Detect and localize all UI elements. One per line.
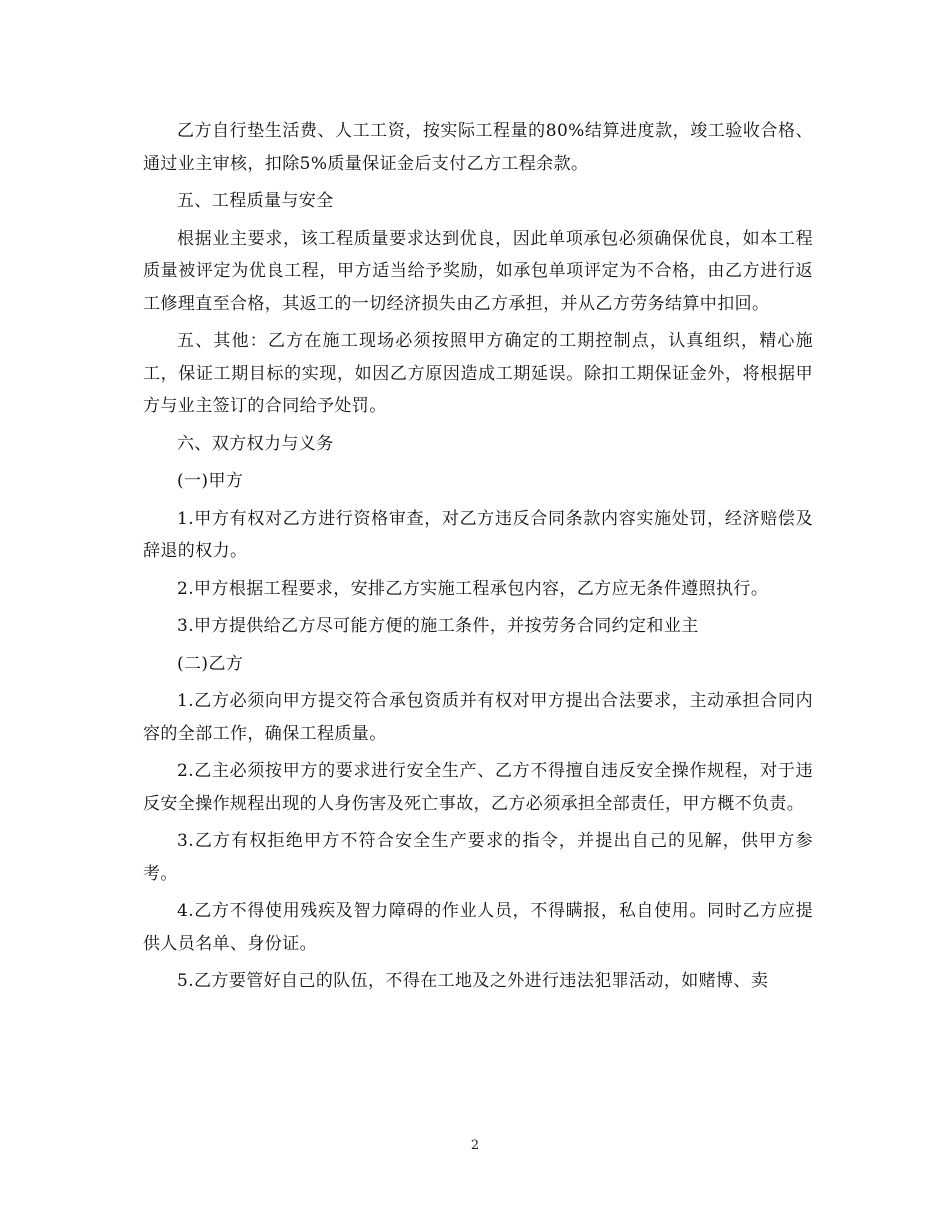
list-item-party-a-3: 3.甲方提供给乙方尽可能方便的施工条件，并按劳务合同约定和业主 xyxy=(177,616,699,636)
paragraph-other-provisions: 五、其他：乙方在施工现场必须按照甲方确定的工期控制点，认真组织，精心施工，保证工期目标的实现，如因乙方原因造成工期延误。除扣工期保证金外，将根据甲方与业主签订的合同给予处罚。 xyxy=(143,331,813,416)
list-item-party-b-2: 2.乙主必须按甲方的要求进行安全生产、乙方不得擅自违反安全操作规程，对于违反安全操作规程出现的人身伤害及死亡事故，乙方必须承担全部责任，甲方概不负责。 xyxy=(143,761,813,814)
paragraph-payment-terms: 乙方自行垫生活费、人工工资，按实际工程量的80%结算进度款，竣工验收合格、通过业主审核，扣除5%质量保证金后支付乙方工程余款。 xyxy=(143,121,813,174)
list-item-party-b-3: 3.乙方有权拒绝甲方不符合安全生产要求的指令，并提出自己的见解，供甲方参考。 xyxy=(143,831,813,884)
subheading-party-b: (二)乙方 xyxy=(177,653,244,674)
document-body xyxy=(143,115,813,1003)
heading-quality-safety: 五、工程质量与安全 xyxy=(177,191,334,211)
list-item-party-a-1: 1.甲方有权对乙方进行资格审查，对乙方违反合同条款内容实施处罚，经济赔偿及辞退的权力。 xyxy=(143,508,813,561)
list-item-party-b-1: 1.乙方必须向甲方提交符合承包资质并有权对甲方提出合法要求，主动承担合同内容的全部工作，确保工程质量。 xyxy=(143,691,813,744)
paragraph-quality-requirements: 根据业主要求，该工程质量要求达到优良，因此单项承包必须确保优良，如本工程质量被评定为优良工程，甲方适当给予奖励，如承包单项评定为不合格，由乙方进行返工修理直至合格，其返工的一切经济损失由乙方承担，并从乙方劳务结算中扣回。 xyxy=(143,228,813,314)
page-number: 2 xyxy=(470,1138,480,1153)
subheading-party-a: (一)甲方 xyxy=(177,471,244,491)
list-item-party-a-2: 2.甲方根据工程要求，安排乙方实施工程承包内容，乙方应无条件遵照执行。 xyxy=(177,578,769,599)
heading-rights-obligations: 六、双方权力与义务 xyxy=(177,433,334,454)
list-item-party-b-4: 4.乙方不得使用残疾及智力障碍的作业人员，不得瞒报，私自使用。同时乙方应提供人员名单、身份证。 xyxy=(143,901,813,954)
list-item-party-b-5: 5.乙方要管好自己的队伍，不得在工地及之外进行违法犯罪活动，如赌博、卖 xyxy=(177,971,769,991)
